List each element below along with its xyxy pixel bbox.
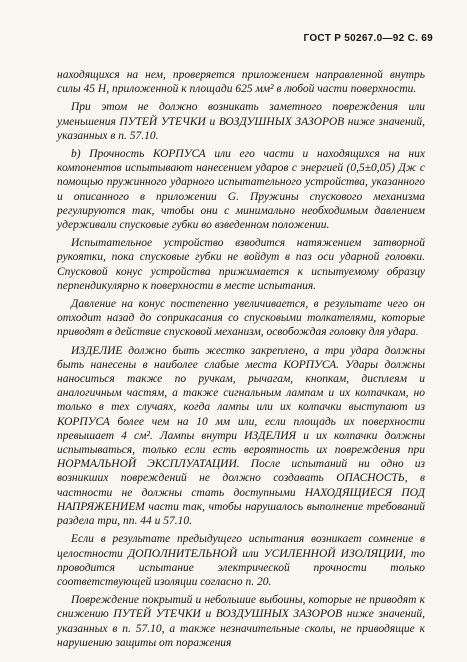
paragraph-3: b) Прочность КОРПУСА или его части и находящихся на них компонентов испытывают нанесением ударов с энергией (0,5±0,05) Дж с помощью пружинного ударного испытательного устройства, указанного и описанного в приложении G. Пружины спускового механизма регулируются так, чтобы они с минимально необходимым давлением удерживали спусковые губки во взведенном положении. [57, 148, 425, 232]
paragraph-8: Повреждение покрытий и небольшие выбоины, которые не приводят к снижению ПУТЕЙ УТЕЧКИ и ВОЗДУШНЫХ ЗАЗОРОВ ниже значений, указанных в п. 57.10, а также незначительные сколы, не приводящие к нарушению защиты от поражения [57, 594, 425, 649]
running-header: ГОСТ Р 50267.0—92 С. 69 [303, 33, 433, 44]
paragraph-2: При этом не должно возникать заметного повреждения или уменьшения ПУТЕЙ УТЕЧКИ и ВОЗДУШНЫХ ЗАЗОРОВ ниже значений, указанных в п. 57.10. [57, 101, 425, 142]
paragraph-4: Испытательное устройство взводится натяжением затворной рукоятки, пока спусковые губки не войдут в паз оси ударной головки. Спусковой конус устройства прижимается к испытуемому образцу перпендикулярно к поверхности в месте испытания. [57, 237, 425, 292]
paragraph-1: находящихся на нем, проверяется приложением направленной внутрь силы 45 Н, приложенной к площади 625 мм² в любой части поверхности. [57, 69, 425, 96]
paragraph-5: Давление на конус постепенно увеличивается, в результате чего он отходит назад до соприкасания со спусковыми толкателями, которые приводят в действие спусковой механизм, освобождая головку для удара. [57, 298, 425, 339]
document-body [57, 68, 425, 654]
paragraph-7: Если в результате предыдущего испытания возникает сомнение в целостности ДОПОЛНИТЕЛЬНОЙ или УСИЛЕННОЙ ИЗОЛЯЦИИ, то проводится испытание электрической прочности только соответствующей изоляции согласно п. 20. [57, 533, 425, 588]
paragraph-6: ИЗДЕЛИЕ должно быть жестко закреплено, а три удара должны быть нанесены в наиболее слабые места КОРПУСА. Удары должны наноситься также по ручкам, рычагам, кнопкам, дисплеям и аналогичным частям, а также сигнальным лампам и их колпачкам, но только в тех случаях, когда лампы или их колпачки выступают из КОРПУСА более чем на 10 мм или, если площадь их поверхности превышает 4 см². Лампы внутри ИЗДЕЛИЯ и их колпачки должны испытываться, только если есть вероятность их повреждения при НОРМАЛЬНОЙ ЭКСПЛУАТАЦИИ. После испытаний ни одно из возникших повреждений не должно создавать ОПАСНОСТЬ, в частности не должны стать доступными НАХОДЯЩИЕСЯ ПОД НАПРЯЖЕНИЕМ части так, чтобы нарушалось выполнение требований раздела три, пп. 44 и 57.10. [57, 344, 425, 528]
